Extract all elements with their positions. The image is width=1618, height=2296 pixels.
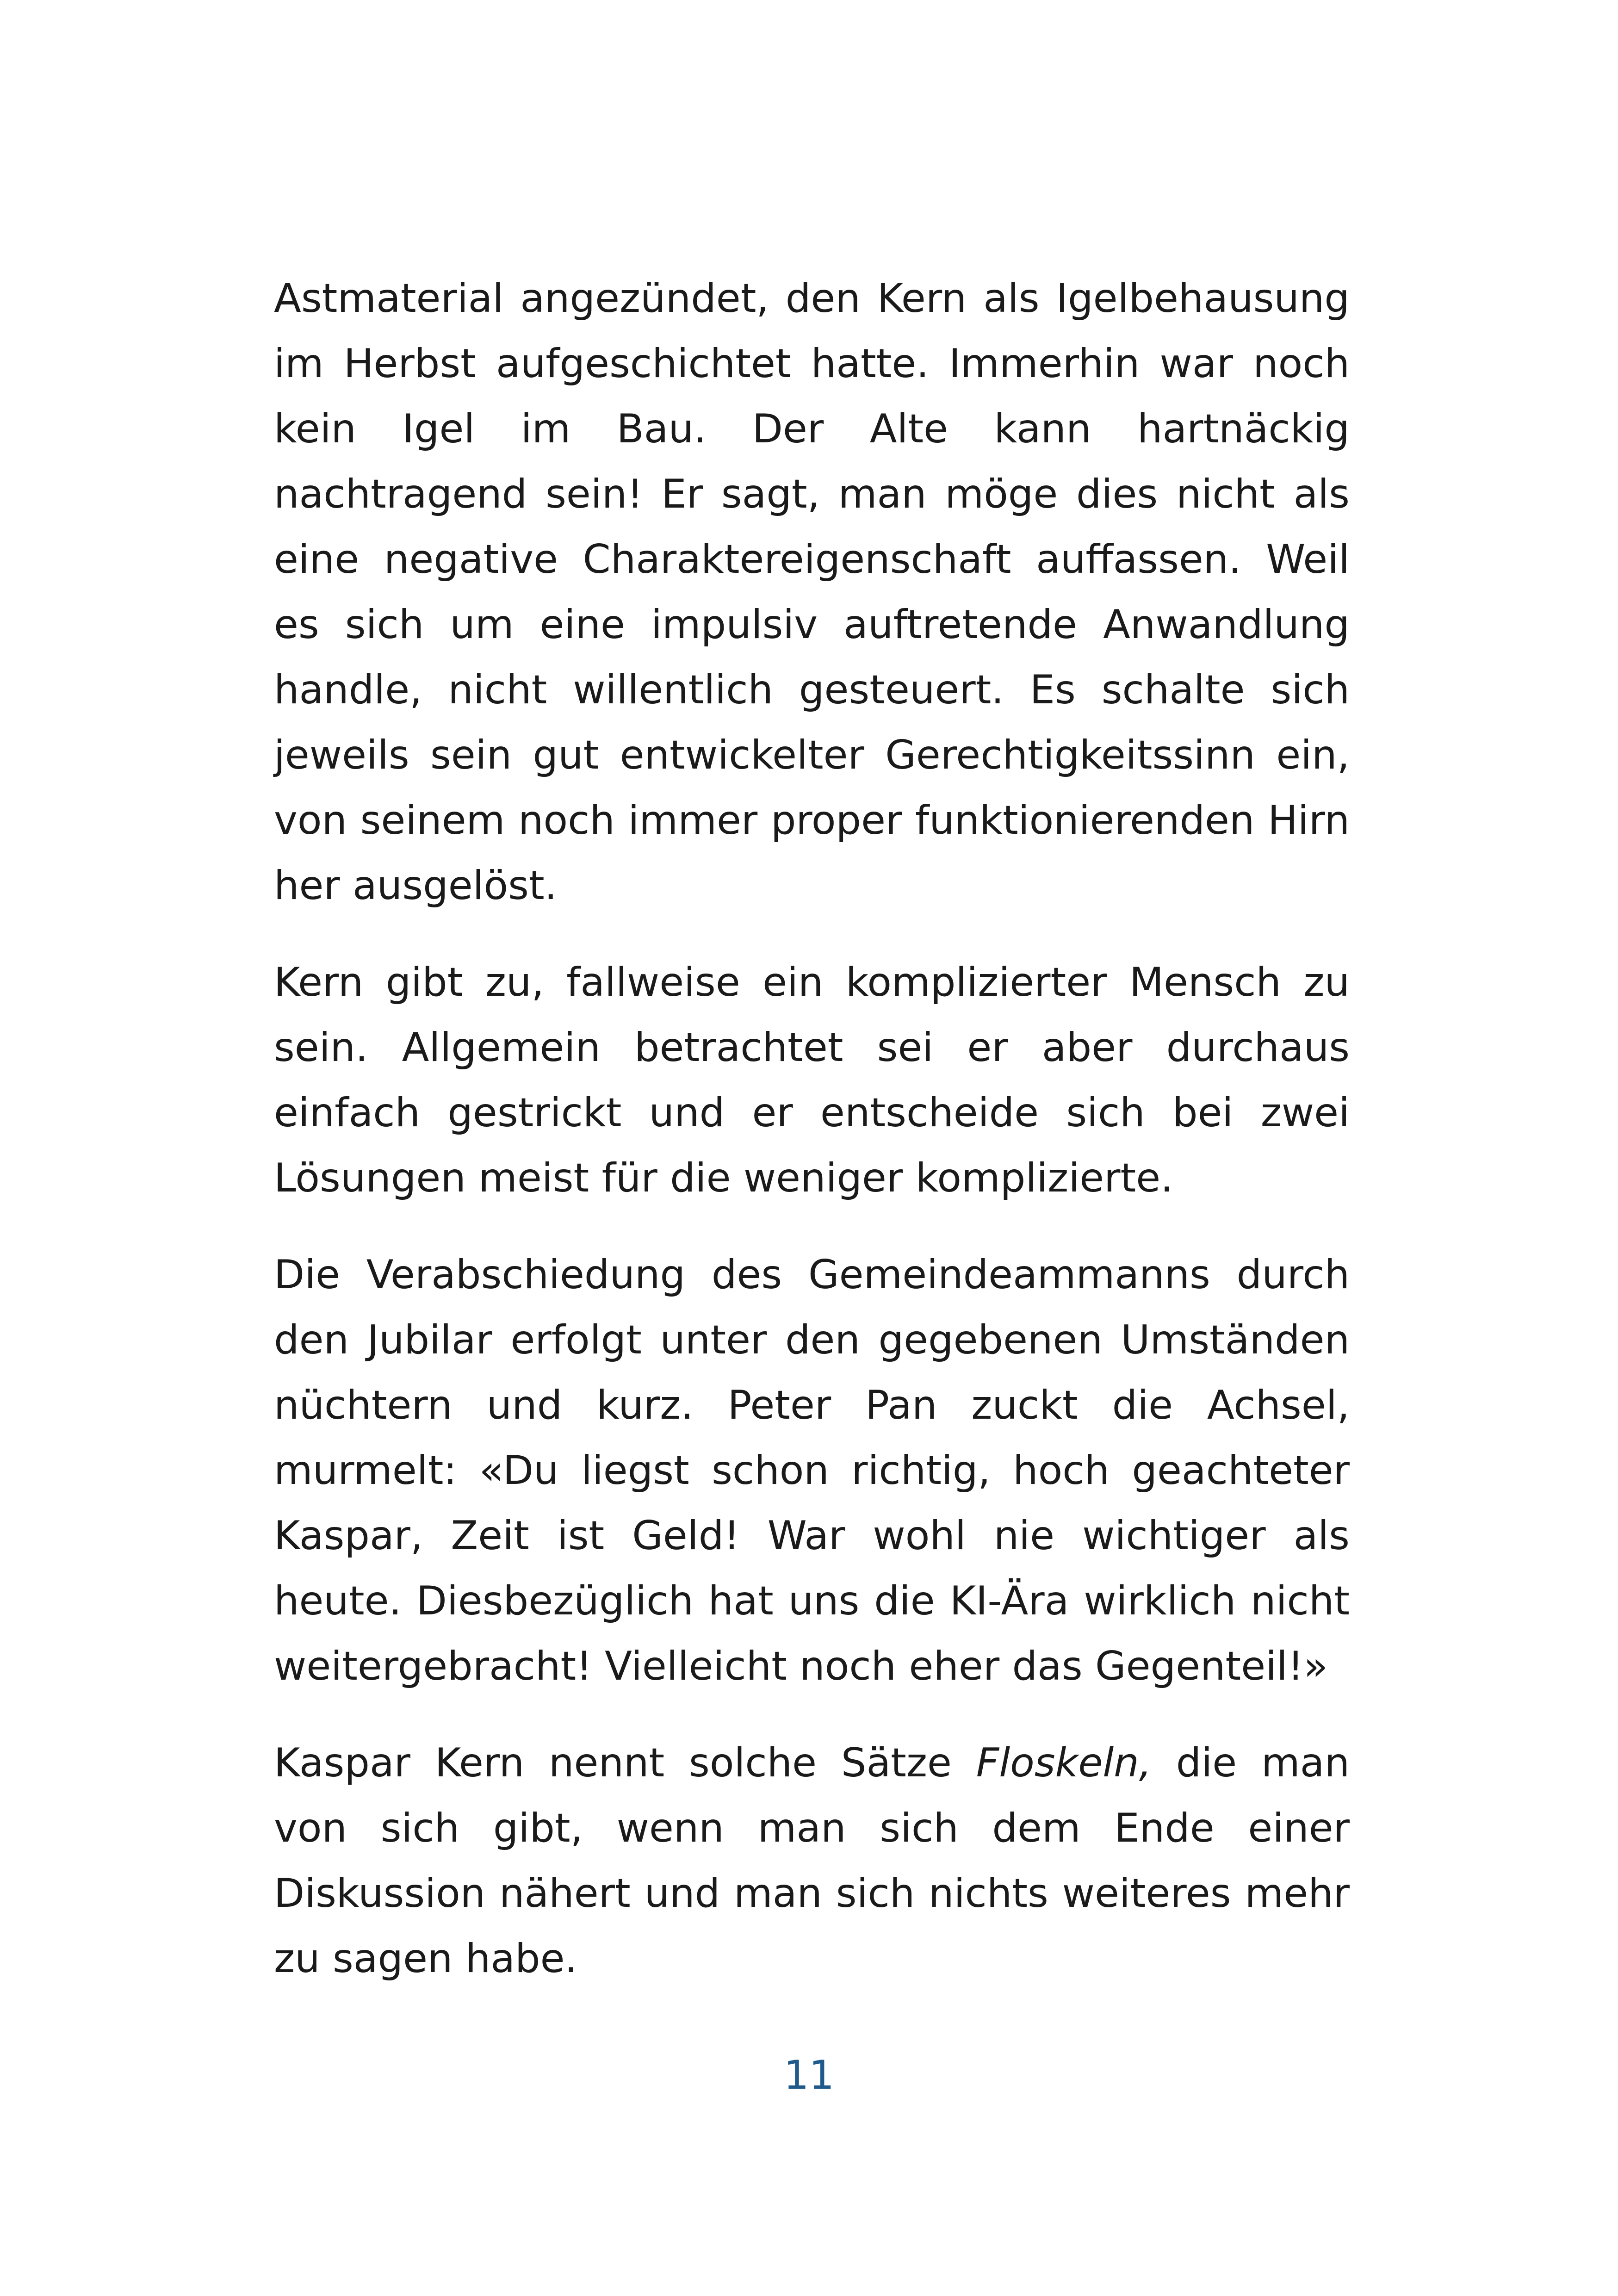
paragraph-4-after: die man von sich gibt, wenn man sich dem Ende einer Diskussion nähert und man sich nichts weiteres mehr zu sagen habe. <box>274 1740 1350 1982</box>
paragraph-1: Astmaterial angezündet, den Kern als Igelbehausung im Herbst aufgeschichtet hatte. Immerhin war noch kein Igel im Bau. Der Alte kann hartnäckig nachtragend sein! Er sagt, man möge dies nicht als eine negative Charaktereigenschaft auffassen. Weil es sich um eine impulsiv auftretende Anwandlung handle, nicht willentlich gesteuert. Es schalte sich jeweils sein gut entwickelter Gerechtigkeitssinn ein, von seinem noch immer proper funktionierenden Hirn her ausgelöst. <box>274 275 1350 909</box>
body-text <box>274 266 1350 2023</box>
paragraph-2: Kern gibt zu, fallweise ein komplizierter Mensch zu sein. Allgemein betrachtet sei er aber durchaus einfach gestrickt und er entscheide sich bei zwei Lösungen meist für die weniger komplizierte. <box>274 959 1350 1201</box>
page-number: 11 <box>783 2052 835 2098</box>
paragraph-4-emphasis: Floskeln, <box>976 1740 1152 1786</box>
paragraph-3: Die Verabschiedung des Gemeindeammanns durch den Jubilar erfolgt unter den gegebenen Umständen nüchtern und kurz. Peter Pan zuckt die Achsel, murmelt: «Du liegst schon richtig, hoch geachteter Kaspar, Zeit ist Geld! War wohl nie wichtiger als heute. Diesbezüglich hat uns die KI-Ära wirklich nicht weitergebracht! Vielleicht noch eher das Gegenteil!» <box>274 1252 1350 1689</box>
paragraph-4-before: Kaspar Kern nennt solche Sätze <box>274 1740 976 1786</box>
paragraph-4 <box>274 1731 1350 1992</box>
